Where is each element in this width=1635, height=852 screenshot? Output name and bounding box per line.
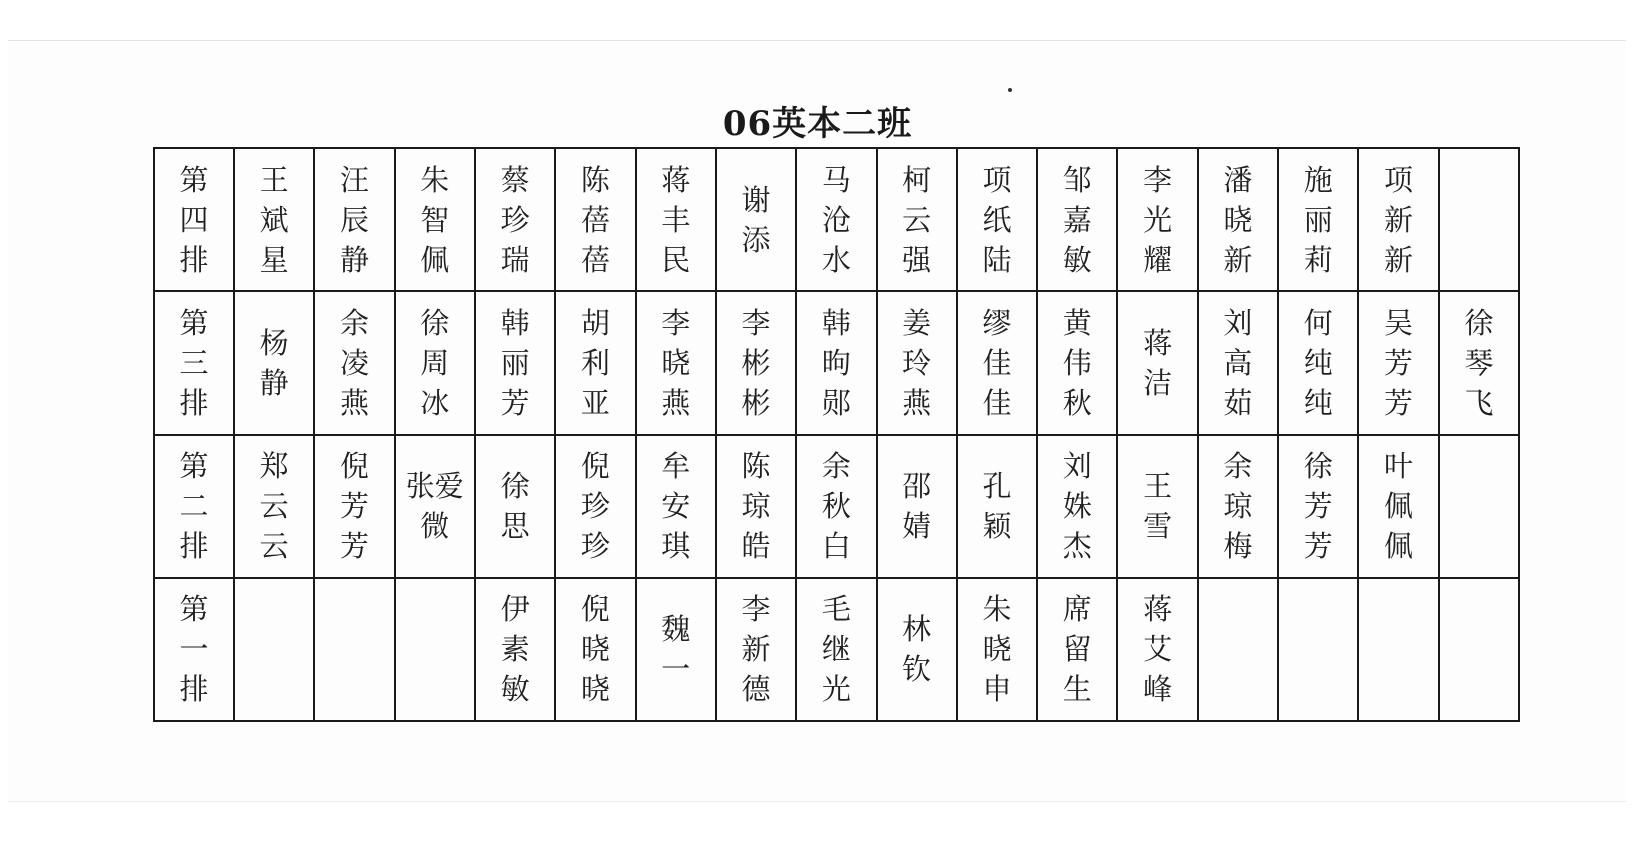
student-name: 刘姝杰 (1062, 449, 1092, 564)
student-name: 张爱微 (405, 469, 464, 544)
student-name: 韩昫郧 (821, 305, 851, 420)
student-name: 席留生 (1062, 592, 1092, 707)
student-name: 余秋白 (821, 449, 851, 564)
seat-cell (877, 148, 957, 291)
seat-cell (1439, 578, 1519, 721)
student-name: 郑云云 (259, 449, 289, 564)
student-name: 王雪 (1143, 469, 1173, 544)
seat-cell (1358, 291, 1438, 434)
seat-cell (796, 435, 876, 578)
seat-cell (234, 578, 314, 721)
seat-cell (395, 435, 475, 578)
seat-cell (957, 578, 1037, 721)
page-title: 06英本二班 (722, 104, 913, 144)
seat-row (154, 291, 1519, 434)
seat-cell (877, 291, 957, 434)
seat-cell (957, 435, 1037, 578)
seat-cell (636, 578, 716, 721)
seat-cell (636, 148, 716, 291)
student-name: 倪芳芳 (339, 449, 369, 564)
student-name: 蔡珍瑞 (500, 162, 530, 277)
seat-cell (475, 148, 555, 291)
student-name: 马沧水 (821, 162, 851, 277)
seat-cell (796, 291, 876, 434)
student-name: 徐琴飞 (1464, 305, 1494, 420)
seat-row (154, 148, 1519, 291)
student-name: 徐思 (500, 469, 530, 544)
student-name: 陈琼皓 (741, 449, 771, 564)
student-name: 邵婧 (902, 469, 932, 544)
seat-cell (395, 578, 475, 721)
student-name: 项纸陆 (982, 162, 1012, 277)
row-label: 第四排 (179, 162, 209, 277)
student-name: 倪晓晓 (580, 592, 610, 707)
seat-cell (555, 578, 635, 721)
seat-cell (1358, 148, 1438, 291)
student-name: 邹嘉敏 (1062, 162, 1092, 277)
seat-cell (555, 435, 635, 578)
student-name: 牟安琪 (661, 449, 691, 564)
seat-cell (877, 578, 957, 721)
student-name: 潘晓新 (1223, 162, 1253, 277)
student-name: 孔颖 (982, 469, 1012, 544)
seat-cell (636, 435, 716, 578)
seat-cell (1198, 435, 1278, 578)
student-name: 蒋丰民 (661, 162, 691, 277)
seat-cell (234, 435, 314, 578)
student-name: 吴芳芳 (1384, 305, 1414, 420)
student-name: 余凌燕 (339, 305, 369, 420)
seat-cell (1278, 578, 1358, 721)
seat-cell (1198, 148, 1278, 291)
seat-cell (1198, 291, 1278, 434)
student-name: 项新新 (1384, 162, 1414, 277)
student-name: 倪珍珍 (580, 449, 610, 564)
seat-cell (1358, 578, 1438, 721)
student-name: 徐周冰 (420, 305, 450, 420)
seat-cell (555, 148, 635, 291)
row-label-cell (154, 578, 234, 721)
seat-cell (314, 578, 394, 721)
seat-cell (716, 291, 796, 434)
seat-cell (716, 148, 796, 291)
student-name: 韩丽芳 (500, 305, 530, 420)
seat-cell (1037, 435, 1117, 578)
seat-cell (1117, 291, 1197, 434)
student-name: 施丽莉 (1303, 162, 1333, 277)
seat-cell (877, 435, 957, 578)
seat-cell (1439, 435, 1519, 578)
row-label: 第三排 (179, 305, 209, 420)
student-name: 谢添 (741, 182, 771, 257)
seat-cell (716, 578, 796, 721)
seat-cell (1117, 435, 1197, 578)
student-name: 李光耀 (1143, 162, 1173, 277)
seat-cell (1198, 578, 1278, 721)
student-name: 林钦 (902, 612, 932, 687)
row-label: 第二排 (179, 449, 209, 564)
row-label-cell (154, 435, 234, 578)
seat-cell (395, 291, 475, 434)
student-name: 蒋洁 (1143, 325, 1173, 400)
student-name: 杨静 (259, 325, 289, 400)
seat-cell (234, 291, 314, 434)
student-name: 缪佳佳 (982, 305, 1012, 420)
student-name: 汪辰静 (339, 162, 369, 277)
student-name: 朱智佩 (420, 162, 450, 277)
speck-mark (1008, 88, 1012, 92)
seat-cell (796, 578, 876, 721)
seat-cell (716, 435, 796, 578)
student-name: 叶佩佩 (1384, 449, 1414, 564)
student-name: 胡利亚 (580, 305, 610, 420)
student-name: 何纯纯 (1303, 305, 1333, 420)
student-name: 陈蓓蓓 (580, 162, 610, 277)
seat-cell (1439, 148, 1519, 291)
seat-row (154, 435, 1519, 578)
seat-cell (1117, 148, 1197, 291)
student-name: 朱晓申 (982, 592, 1012, 707)
row-label: 第一排 (179, 592, 209, 707)
seat-cell (1278, 435, 1358, 578)
seat-cell (475, 435, 555, 578)
student-name: 伊素敏 (500, 592, 530, 707)
seat-cell (1117, 578, 1197, 721)
student-name: 李新德 (741, 592, 771, 707)
student-name: 刘高茹 (1223, 305, 1253, 420)
row-label-cell (154, 291, 234, 434)
student-name: 王斌星 (259, 162, 289, 277)
seat-cell (314, 435, 394, 578)
seat-cell (475, 578, 555, 721)
seat-cell (957, 291, 1037, 434)
seat-cell (555, 291, 635, 434)
student-name: 毛继光 (821, 592, 851, 707)
seat-cell (395, 148, 475, 291)
seat-cell (636, 291, 716, 434)
student-name: 黄伟秋 (1062, 305, 1092, 420)
student-name: 姜玲燕 (902, 305, 932, 420)
seat-cell (1278, 291, 1358, 434)
seat-cell (314, 291, 394, 434)
student-name: 李彬彬 (741, 305, 771, 420)
seating-chart-table (153, 147, 1520, 722)
seat-cell (1037, 578, 1117, 721)
seat-cell (1439, 291, 1519, 434)
seat-cell (234, 148, 314, 291)
student-name: 李晓燕 (661, 305, 691, 420)
seat-cell (314, 148, 394, 291)
student-name: 余琼梅 (1223, 449, 1253, 564)
student-name: 魏一 (661, 612, 691, 687)
student-name: 蒋艾峰 (1143, 592, 1173, 707)
seat-cell (1037, 291, 1117, 434)
seat-cell (796, 148, 876, 291)
student-name: 徐芳芳 (1303, 449, 1333, 564)
seat-cell (475, 291, 555, 434)
seat-cell (1278, 148, 1358, 291)
seat-row (154, 578, 1519, 721)
seat-cell (957, 148, 1037, 291)
row-label-cell (154, 148, 234, 291)
seat-cell (1358, 435, 1438, 578)
student-name: 柯云强 (902, 162, 932, 277)
seat-cell (1037, 148, 1117, 291)
